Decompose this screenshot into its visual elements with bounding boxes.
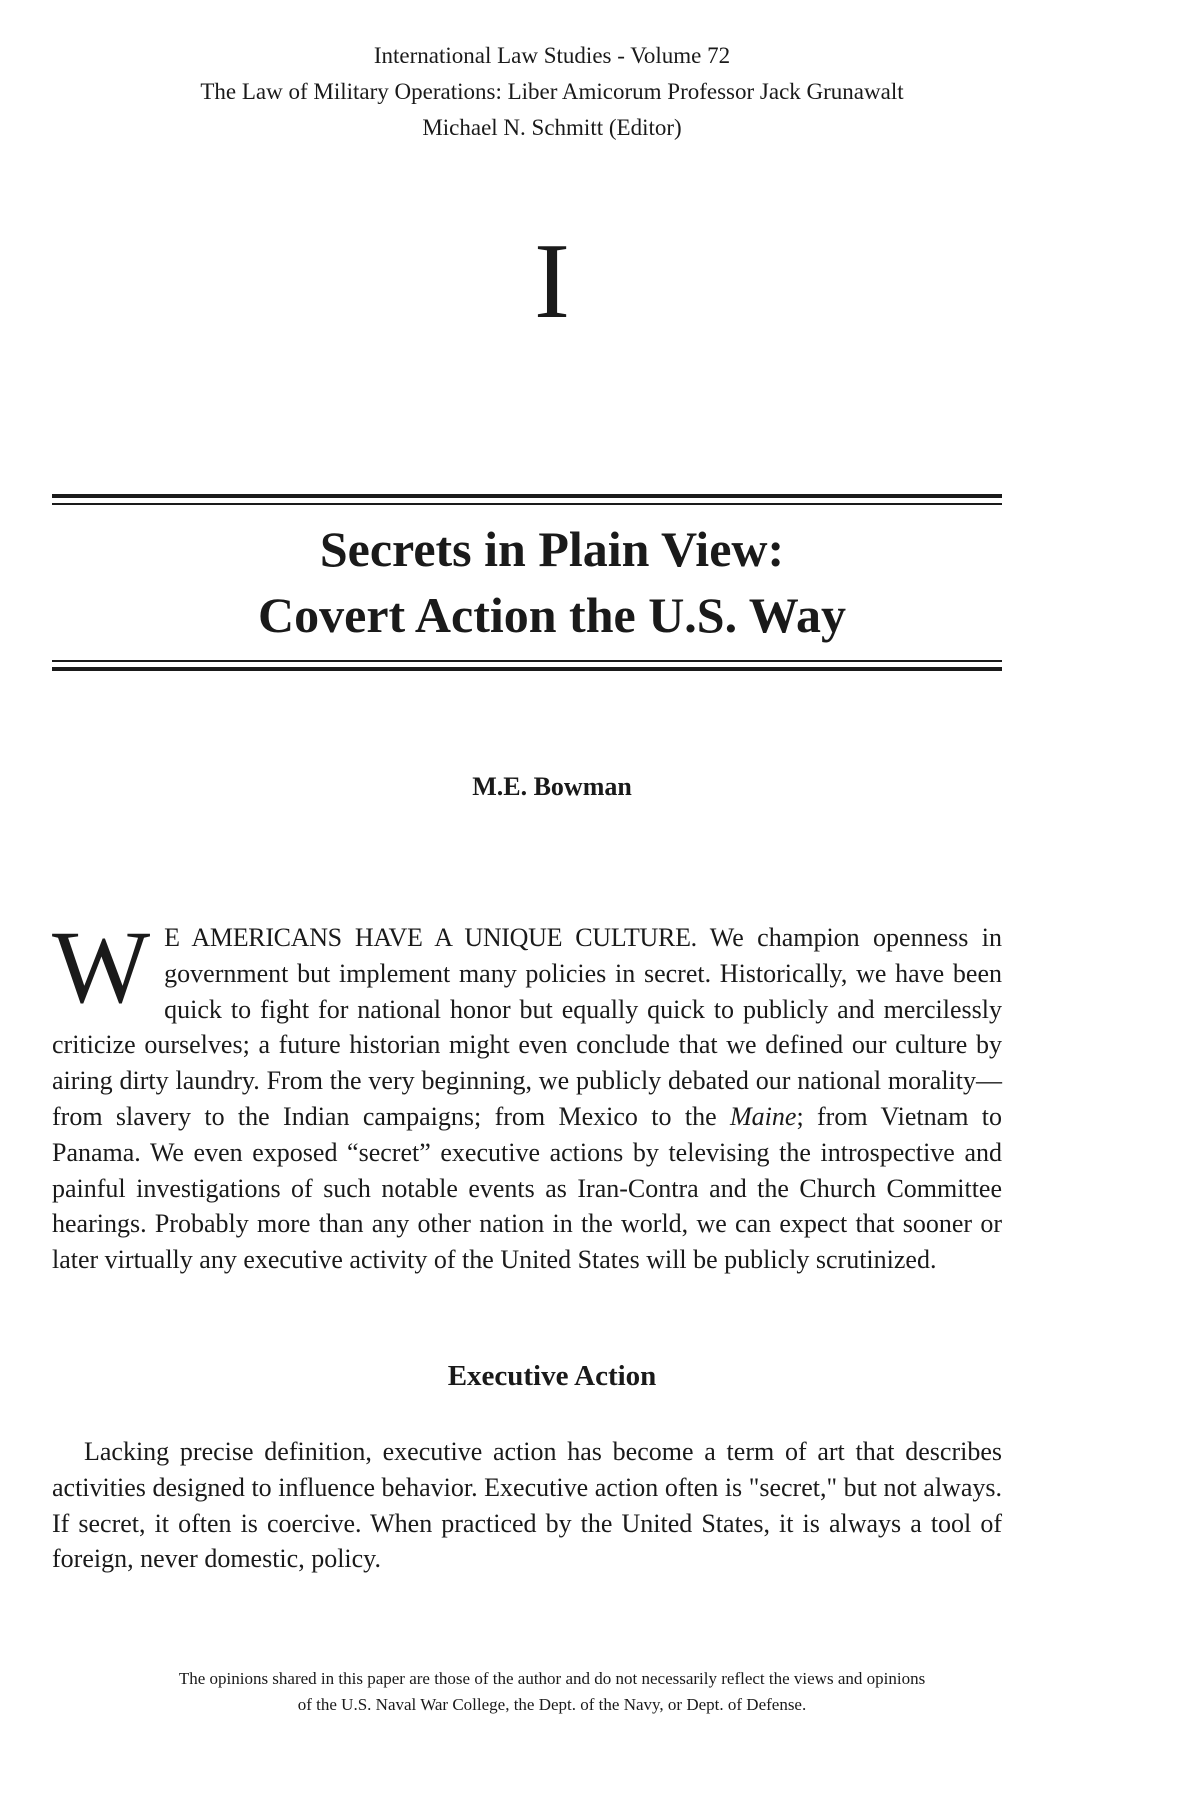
intro-italic-term: Maine (730, 1101, 797, 1131)
intro-lead-text: E AMERICANS HAVE A UNIQUE CULTURE. (164, 923, 697, 952)
title-rule-top (52, 494, 1002, 505)
header-editor-line: Michael N. Schmitt (Editor) (422, 115, 682, 140)
title-line-2: Covert Action the U.S. Way (258, 587, 846, 643)
intro-paragraph (52, 910, 1003, 1278)
header-book-title-line: The Law of Military Operations: Liber Amicorum Professor Jack Grunawalt (200, 79, 904, 104)
header-volume-line: International Law Studies - Volume 72 (373, 43, 731, 68)
intro-text-part-2: ; from Vietnam to Panama. We even exposed “secret” executive actions by televising the introspective and painful investigations of such notable events as Iran-Contra and the Church Committee hearings. Probably more than any other nation in the world, we can expect that sooner or later virtually any executive activity of the United States will be publicly scrutinized. (52, 1101, 1003, 1275)
rule-thin-line (52, 660, 1002, 662)
title-line-1: Secrets in Plain View: (319, 521, 785, 577)
footnote-line-1: The opinions shared in this paper are those of the author and do not necessarily reflect the views and opinions (178, 1669, 926, 1688)
section-heading: Executive Action (447, 1360, 657, 1392)
chapter-number: I (534, 222, 570, 341)
rule-thick-line (52, 667, 1002, 671)
running-header (0, 38, 1104, 146)
article-title (0, 516, 1104, 648)
intro-text-part-1: We champion openness in government but implement many policies in secret. Historically, we have been quick to fight for national honor but equally quick to publicly and mercilessly criticize ourselves; a future historian might even conclude that we defined our culture by airing dirty laundry. From the very beginning, we publicly debated our national morality—from slavery to the Indian campaigns; from Mexico to the (52, 923, 1002, 1131)
title-rule-bottom (52, 660, 1002, 671)
author-name: M.E. Bowman (472, 772, 632, 801)
rule-thin-line (52, 503, 1002, 505)
section-paragraph: Lacking precise definition, executive action has become a term of art that describes activities designed to influence behavior. Executive action often is "secret," but not always. If secret, it often is coercive. When practiced by the United States, it is always a tool of foreign, never domestic, policy. (52, 1437, 1002, 1574)
disclaimer-footnote (0, 1666, 1104, 1718)
drop-cap-letter: W (52, 910, 151, 1025)
rule-thick-line (52, 494, 1002, 498)
footnote-line-2: of the U.S. Naval War College, the Dept. of the Navy, or Dept. of Defense. (297, 1695, 807, 1714)
